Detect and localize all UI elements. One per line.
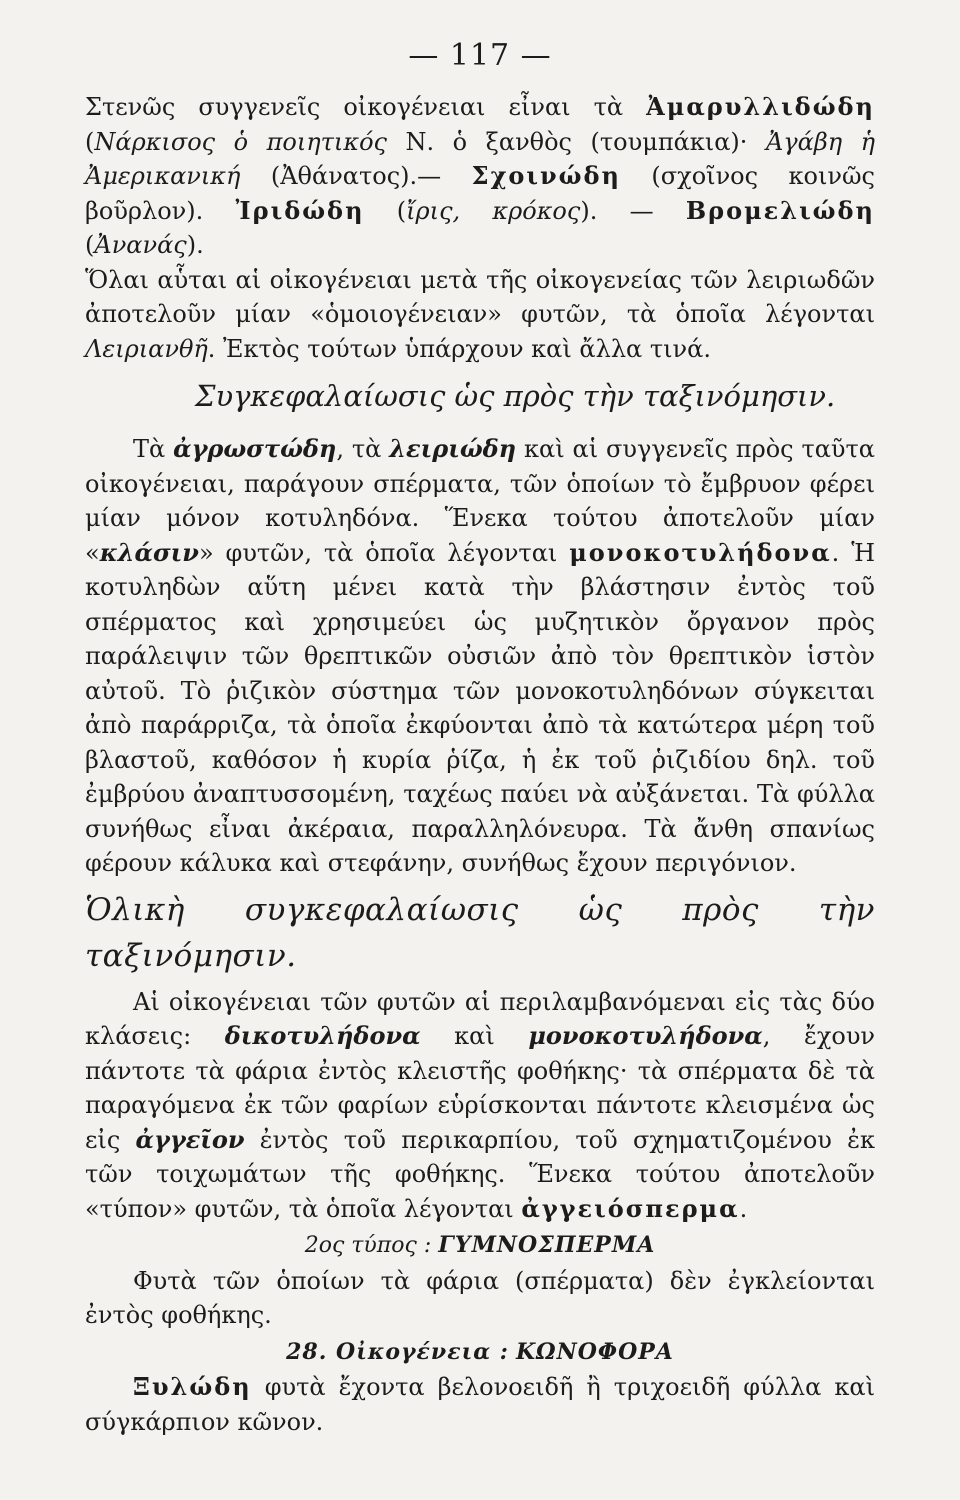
type-label: 2ος τύπος : <box>304 1233 432 1258</box>
text-run: ). — <box>580 196 686 225</box>
family-label: 28. Οἰκογένεια : <box>286 1338 509 1365</box>
family-heading <box>85 1335 875 1371</box>
text-run: ( <box>85 231 95 259</box>
term-xylodi: Ξυλώδη <box>133 1372 252 1401</box>
paragraph-conifers <box>85 1370 875 1439</box>
text-run: ( <box>85 127 95 156</box>
term-ananas: Ἀνανάς <box>94 231 187 259</box>
type-heading <box>85 1228 875 1264</box>
paragraph-related-families <box>85 90 875 263</box>
text-run: » φυτῶν, τὰ ὁποῖα λέγονται <box>198 538 570 567</box>
type-name: ΓΥΜΝΟΣΠΕΡΜΑ <box>438 1232 656 1258</box>
text-run: ( <box>364 196 407 225</box>
section-heading-overall-summary: Ὁλικὴ συγκεφαλαίωσις ὡς πρὸς τὴν ταξινόμησιν. <box>85 891 875 974</box>
term-klasin: κλάσιν <box>99 537 199 567</box>
text-run: καὶ αἱ συγγενεῖς πρὸς ταῦτα οἰκογένειαι, παράγουν σπέρματα, τῶν ὁποίων τὸ ἔμβρυον φέρει μίαν μόνον κοτυληδόνα. Ἕνεκα τούτου ἀποτελοῦν μίαν « <box>85 435 876 567</box>
paragraph-monocotyledons <box>85 432 875 881</box>
term-monokotylidona: μονοκοτυλήδονα <box>569 537 832 567</box>
text-run: , ἔχουν πάντοτε τὰ φάρια ἐντὸς κλειστῆς φοθήκης· τὰ σπέρματα δὲ τὰ παραγόμενα ἐκ τῶν φαρίων εὑρίσκονται πάντοτε κλεισμένα ὡς εἰς <box>85 1022 875 1154</box>
text-run: . <box>739 1194 748 1223</box>
section-heading-summary: Συγκεφαλαίωσις ὡς πρὸς τὴν ταξινόμησιν. <box>195 379 836 413</box>
text-run: φυτὰ ἔχοντα βελονοειδῆ ἢ τριχοειδῆ φύλλα καὶ σύγκάρπιον κῶνον. <box>85 1373 875 1436</box>
text-run: Ὅλαι αὗται αἱ οἰκογένειαι μετὰ τῆς οἰκογενείας τῶν λειριωδῶν ἀποτελοῦν μίαν «ὁμοιογένειαν» φυτῶν, τὰ ὁποῖα λέγονται <box>85 265 875 328</box>
term-vromeliodi: Βρομελιώδη <box>685 195 875 225</box>
text-run: Ν. ὁ ξανθὸς (τουμπάκια)· <box>386 127 766 156</box>
term-iris: ἴρις, κρόκος <box>406 196 581 225</box>
term-leiriodi: λειριώδη <box>389 434 517 463</box>
text-run: , τὰ <box>336 435 390 463</box>
term-leirianthi: Λειριανθῆ <box>85 334 208 363</box>
text-run: Στενῶς συγγενεῖς οἰκογένειαι εἶναι τὰ <box>85 93 647 121</box>
text-run: . Ἡ κοτυληδὼν αὕτη μένει κατὰ τὴν βλάστησιν ἐντὸς τοῦ σπέρματος καὶ χρησιμεύει ὡς μυζητικὸν ὄργανον πρὸς παράλειψιν τῶν θρεπτικῶν οὐσιῶν ἀπὸ τὸν θρεπτικὸν ἱστὸν αὐτοῦ. Τὸ ῥιζικὸν σύστημα τῶν μονοκοτυληδόνων σύγκειται ἀπὸ παράρριζα, τὰ ὁποῖα ἐκφύονται ἀπὸ τὰ κατώτερα μέρη τοῦ βλαστοῦ, καθόσον ἡ κυρία ῥίζα, ἡ ἐκ τοῦ ῥιζιδίου δηλ. τοῦ ἐμβρύου ἀναπτυσσομένη, ταχέως παύει νὰ αὐξάνεται. Τὰ φύλλα συνήθως εἶναι ἀκέραια, παραλληλόνευρα. Τὰ ἄνθη σπανίως φέρουν κάλυκα καὶ στεφάνην, συνήθως ἔχουν περιγόνιον. <box>85 538 875 877</box>
term-angeion: ἀγγεῖον <box>135 1124 245 1154</box>
term-narkisos: Νάρκισος ὁ ποιητικός <box>94 127 387 156</box>
family-name: ΚΩΝΟΦΟΡΑ <box>515 1338 674 1365</box>
paragraph-gymnosperms: Φυτὰ τῶν ὁποίων τὰ φάρια (σπέρματα) δὲν ἐγκλείονται ἐντὸς φοθήκης. <box>85 1266 875 1329</box>
term-amaryllidodi: Ἀμαρυλλιδώδη <box>646 92 875 121</box>
text-run: καὶ <box>420 1022 529 1050</box>
text-run: (σχοῖνος κοινῶς βοῦρλον). <box>85 162 875 225</box>
page-body <box>85 90 875 1439</box>
page-number: — 117 — <box>408 38 552 73</box>
text-run: Τὰ <box>133 435 174 463</box>
text-run: Αἱ οἰκογένειαι τῶν φυτῶν αἱ περιλαμβανόμεναι εἰς τὰς δύο κλάσεις: <box>85 987 875 1050</box>
paragraph-angiosperms <box>85 985 875 1227</box>
term-dikotylidona: δικοτυλήδονα <box>224 1021 421 1050</box>
term-agavi: Ἀγάβη ἡ Ἀμερικανική <box>85 127 875 190</box>
paragraph-homogeneity <box>85 263 875 367</box>
term-schoinodi: Σχοινώδη <box>471 161 621 190</box>
text-run: . Ἐκτὸς τούτων ὑπάρχουν καὶ ἄλλα τινά. <box>207 334 711 363</box>
term-iridodi: Ἰριδώδη <box>235 195 365 225</box>
text-run: (Ἀθάνατος).— <box>240 162 472 190</box>
term-monokotylidona-2: μονοκοτυλήδονα <box>528 1021 763 1050</box>
term-angeiosperma: ἀγγειόσπερμα <box>521 1193 740 1223</box>
term-agrostodi: ἀγρωστώδη <box>173 434 337 463</box>
text-run: ἐντὸς τοῦ περικαρπίου, τοῦ σχηματιζομένου ἐκ τῶν τοιχωμάτων τῆς φοθήκης. Ἕνεκα τούτου ἀποτελοῦν «τύπον» φυτῶν, τὰ ὁποῖα λέγονται <box>85 1125 875 1223</box>
text-run: ). <box>186 231 204 259</box>
